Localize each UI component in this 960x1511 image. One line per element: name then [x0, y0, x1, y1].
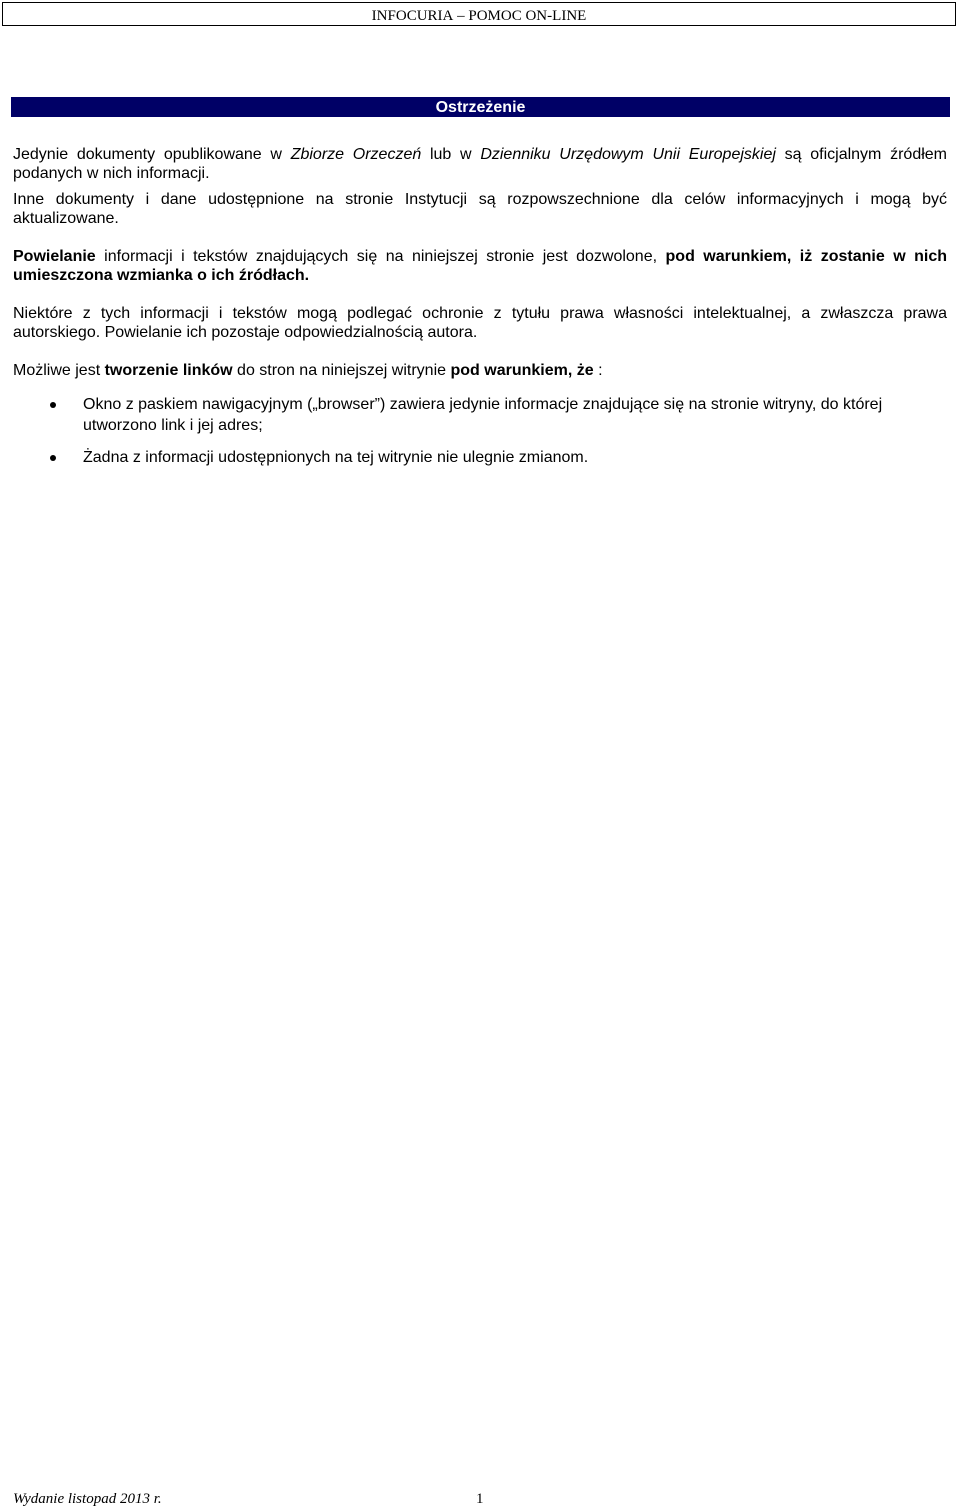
paragraph-linking: Możliwe jest tworzenie linków do stron na niniejszej witrynie pod warunkiem, że :: [13, 362, 603, 379]
page-header: [2, 2, 956, 26]
warning-title-bar: [11, 97, 950, 117]
bullet-icon: [50, 455, 56, 461]
page-number: 1: [476, 1491, 484, 1507]
warning-content: [13, 145, 947, 468]
bullet-icon: [50, 402, 56, 408]
paragraph-other-documents: Inne dokumenty i dane udostępnione na stronie Instytucji są rozpowszechnione dla celów informacyjnych i mogą być aktualizowane.: [13, 191, 947, 227]
paragraph-copyright: Niektóre z tych informacji i tekstów mogą podlegać ochronie z tytułu prawa własności intelektualnej, a zwłaszcza prawa autorskiego. Powielanie ich pozostaje odpowiedzialnością autora.: [13, 305, 947, 341]
header-title: INFOCURIA – POMOC ON-LINE: [371, 8, 587, 24]
paragraph-official-sources: Jedynie dokumenty opublikowane w Zbiorze Orzeczeń lub w Dzienniku Urzędowym Unii Europejskiej są oficjalnym źródłem podanych w nich informacji.: [13, 146, 947, 182]
list-item: Okno z paskiem nawigacyjnym („browser”) zawiera jedynie informacje znajdujące się na stronie witryny, do której utworzono link i jej adres;: [13, 394, 947, 436]
linking-conditions-list: [13, 394, 947, 468]
list-item: Żadna z informacji udostępnionych na tej witrynie nie ulegnie zmianom.: [13, 447, 947, 468]
footer-edition: Wydanie listopad 2013 r.: [13, 1491, 162, 1507]
paragraph-reproduction: Powielanie informacji i tekstów znajdujących się na niniejszej stronie jest dozwolone, pod warunkiem, iż zostanie w nich umieszczona wzmianka o ich źródłach.: [13, 248, 947, 284]
warning-title: Ostrzeżenie: [435, 99, 526, 116]
